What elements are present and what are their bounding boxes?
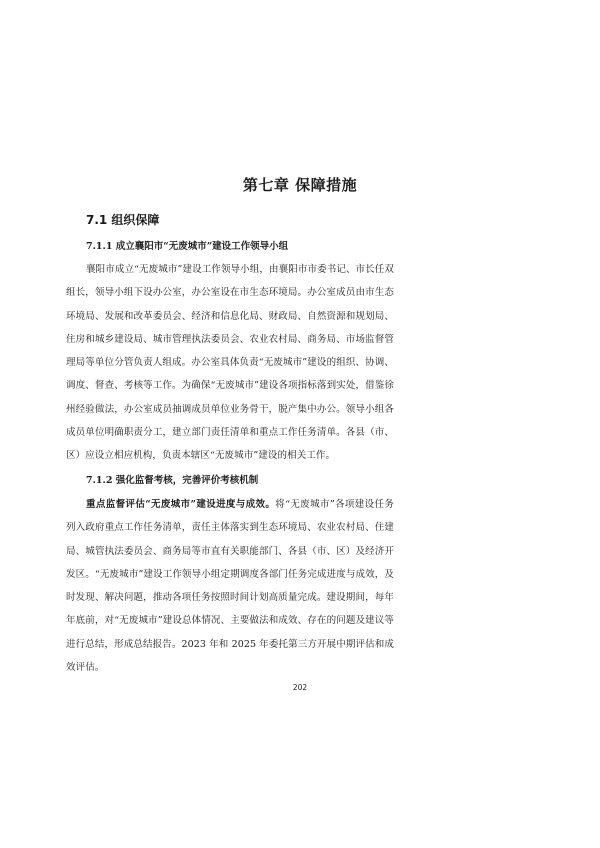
- paragraph-body: 将“无废城市”各项建设任务列入政府重点工作任务清单，责任主体落实到生态环境局、农业农村局、住建局、城管执法委员会、商务局等市直有关职能部门、各县（市、区）及经济开发区。“无废城市”建设工作领导小组定期调度各部门任务完成进度与成效，及时发现、解决问题，推动各项任务按照时间计划高质量完成。建设期间，每年年底前，对“无废城市”建设总体情况、主要做法和成效、存在的问题及建议等进行总结，形成总结报告。2023 年和 2025 年委托第三方开展中期评估和成效评估。: [66, 499, 394, 674]
- page-number: 202: [292, 683, 308, 692]
- chapter-title: 第七章 保障措施: [242, 176, 358, 194]
- subsection-title-leading-group: 7.1.1 成立襄阳市“无废城市”建设工作领导小组: [86, 241, 289, 252]
- paragraph-leading-group: 襄阳市成立“无废城市”建设工作领导小组，由襄阳市市委书记、市长任双组长，领导小组下设办公室，办公室设在市生态环境局。办公室成员由市生态环境局、发展和改革委员会、经济和信息化局、财政局、自然资源和规划局、住房和城乡建设局、城市管理执法委员会、农业农村局、商务局、市场监督管理局等单位分管负责人组成。办公室具体负责“无废城市”建设的组织、协调、调度、督查、考核等工作。为确保“无废城市”建设各项指标落到实处，借鉴徐州经验做法，办公室成员抽调成员单位业务骨干，脱产集中办公。领导小组各成员单位明确职责分工，建立部门责任清单和重点工作任务清单。各县（市、区）应设立相应机构，负责本辖区“无废城市”建设的相关工作。: [66, 264, 394, 462]
- paragraph-supervision: [66, 493, 394, 679]
- section-title: 7.1 组织保障: [86, 213, 160, 227]
- paragraph-lead-sentence: 重点监督评估“无废城市”建设进度与成效。: [86, 499, 276, 510]
- subsection-title-supervision: 7.1.2 强化监督考核，完善评价考核机制: [86, 475, 259, 486]
